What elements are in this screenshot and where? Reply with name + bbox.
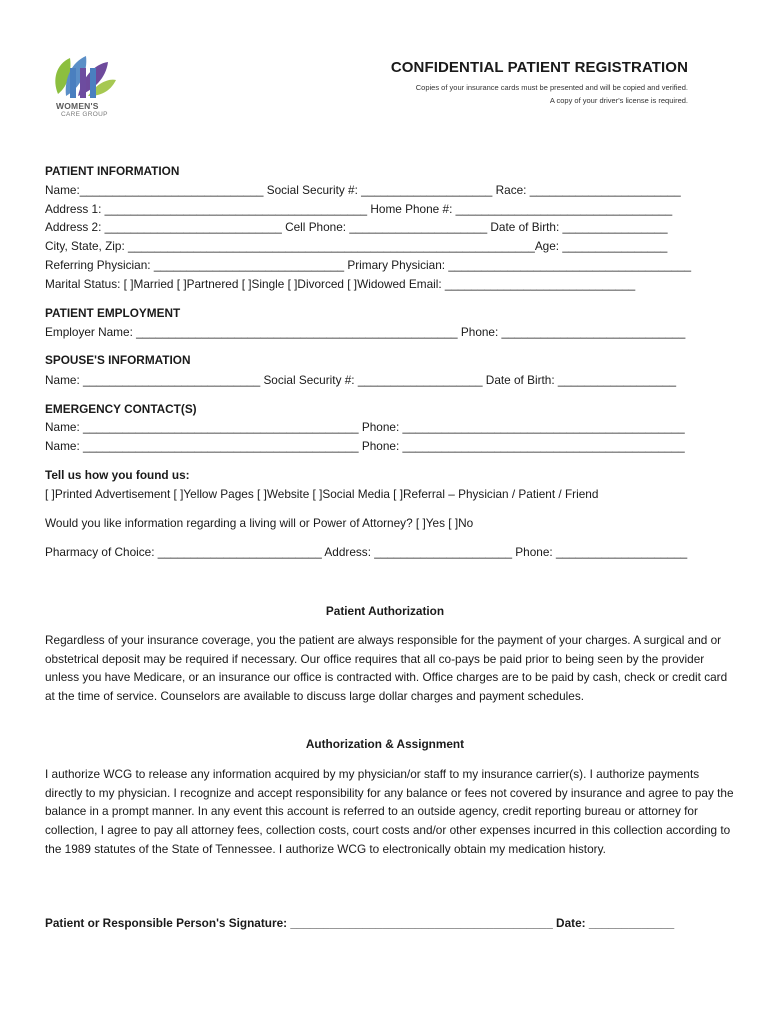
found-us-heading: Tell us how you found us: [45,468,190,482]
marital-status-row[interactable]: Marital Status: [ ]Married [ ]Partnered [ ]Single [ ]Divorced [ ]Widowed Email: _____________________________ [45,277,636,291]
patient-name-row[interactable]: Name:____________________________ Social Security #: ____________________ Race: _______________________ [45,183,681,197]
assignment-heading: Authorization & Assignment [305,737,465,751]
logo-text-womens: WOMEN'S [56,101,99,111]
logo-text-care-group: CARE GROUP [61,111,108,118]
address1-row[interactable]: Address 1: ________________________________________ Home Phone #: _________________________________ [45,202,673,216]
spouse-row[interactable]: Name: ___________________________ Social Security #: ___________________ Date of Birth: __________________ [45,373,677,387]
insurance-note: Copies of your insurance cards must be presented and will be copied and verified. [415,83,688,92]
license-note: A copy of your driver's license is required. [549,96,688,105]
spouse-heading: SPOUSE'S INFORMATION [45,353,191,367]
emergency-contact-row-2[interactable]: Name: __________________________________________ Phone: ___________________________________________ [45,439,685,453]
employer-row[interactable]: Employer Name: _________________________________________________ Phone: ____________________________ [45,325,686,339]
employment-heading: PATIENT EMPLOYMENT [45,306,181,320]
page-title: CONFIDENTIAL PATIENT REGISTRATION [390,59,688,76]
city-state-zip-row[interactable]: City, State, Zip: ______________________________________________________________Age: ________________ [45,239,668,253]
physician-row[interactable]: Referring Physician: _____________________________ Primary Physician: _____________________________________ [45,258,692,272]
signature-line[interactable]: Patient or Responsible Person's Signature: ________________________________________ Date: _____________ [45,916,675,930]
authorization-text: Regardless of your insurance coverage, you the patient are always responsible for the payment of your charges. A surgical and or obstetrical deposit may be required if necessary. Our office requires that all co-pays be paid prior to being seen by the provider unless you have Medicare, or an insurance our office is contracted with. Office charges are to be paid by cash, check or credit card at the time of service. Counselors are available to discuss large dollar charges and payment schedules. [45,633,728,704]
pharmacy-row[interactable]: Pharmacy of Choice: _________________________ Address: _____________________ Phone: ____________________ [45,545,688,559]
emergency-contact-row-1[interactable]: Name: __________________________________________ Phone: ___________________________________________ [45,420,685,434]
authorization-heading: Patient Authorization [325,604,445,618]
address2-row[interactable]: Address 2: ___________________________ Cell Phone: _____________________ Date of Birth: ________________ [45,220,668,234]
assignment-text: I authorize WCG to release any information acquired by my physician/or staff to my insurance carrier(s). I authorize payments directly to my physician. I recognize and accept responsibility for any balance or fees not covered by insurance and agree to pay the balance in a prompt manner. In any event this account is referred to an outside agency, credit reporting bureau or attorney for collection, I agree to pay all attorney fees, collection costs, court costs and/or other expenses incurred in this collection according to the 1989 statutes of the State of Tennessee. I authorize WCG to electronically obtain my medication history. [45,767,734,856]
found-us-options[interactable]: [ ]Printed Advertisement [ ]Yellow Pages [ ]Website [ ]Social Media [ ]Referral – Physician / Patient / Friend [45,487,599,501]
living-will-question[interactable]: Would you like information regarding a living will or Power of Attorney? [ ]Yes [ ]No [45,516,474,530]
emergency-heading: EMERGENCY CONTACT(S) [45,402,197,416]
patient-info-heading: PATIENT INFORMATION [45,164,180,178]
